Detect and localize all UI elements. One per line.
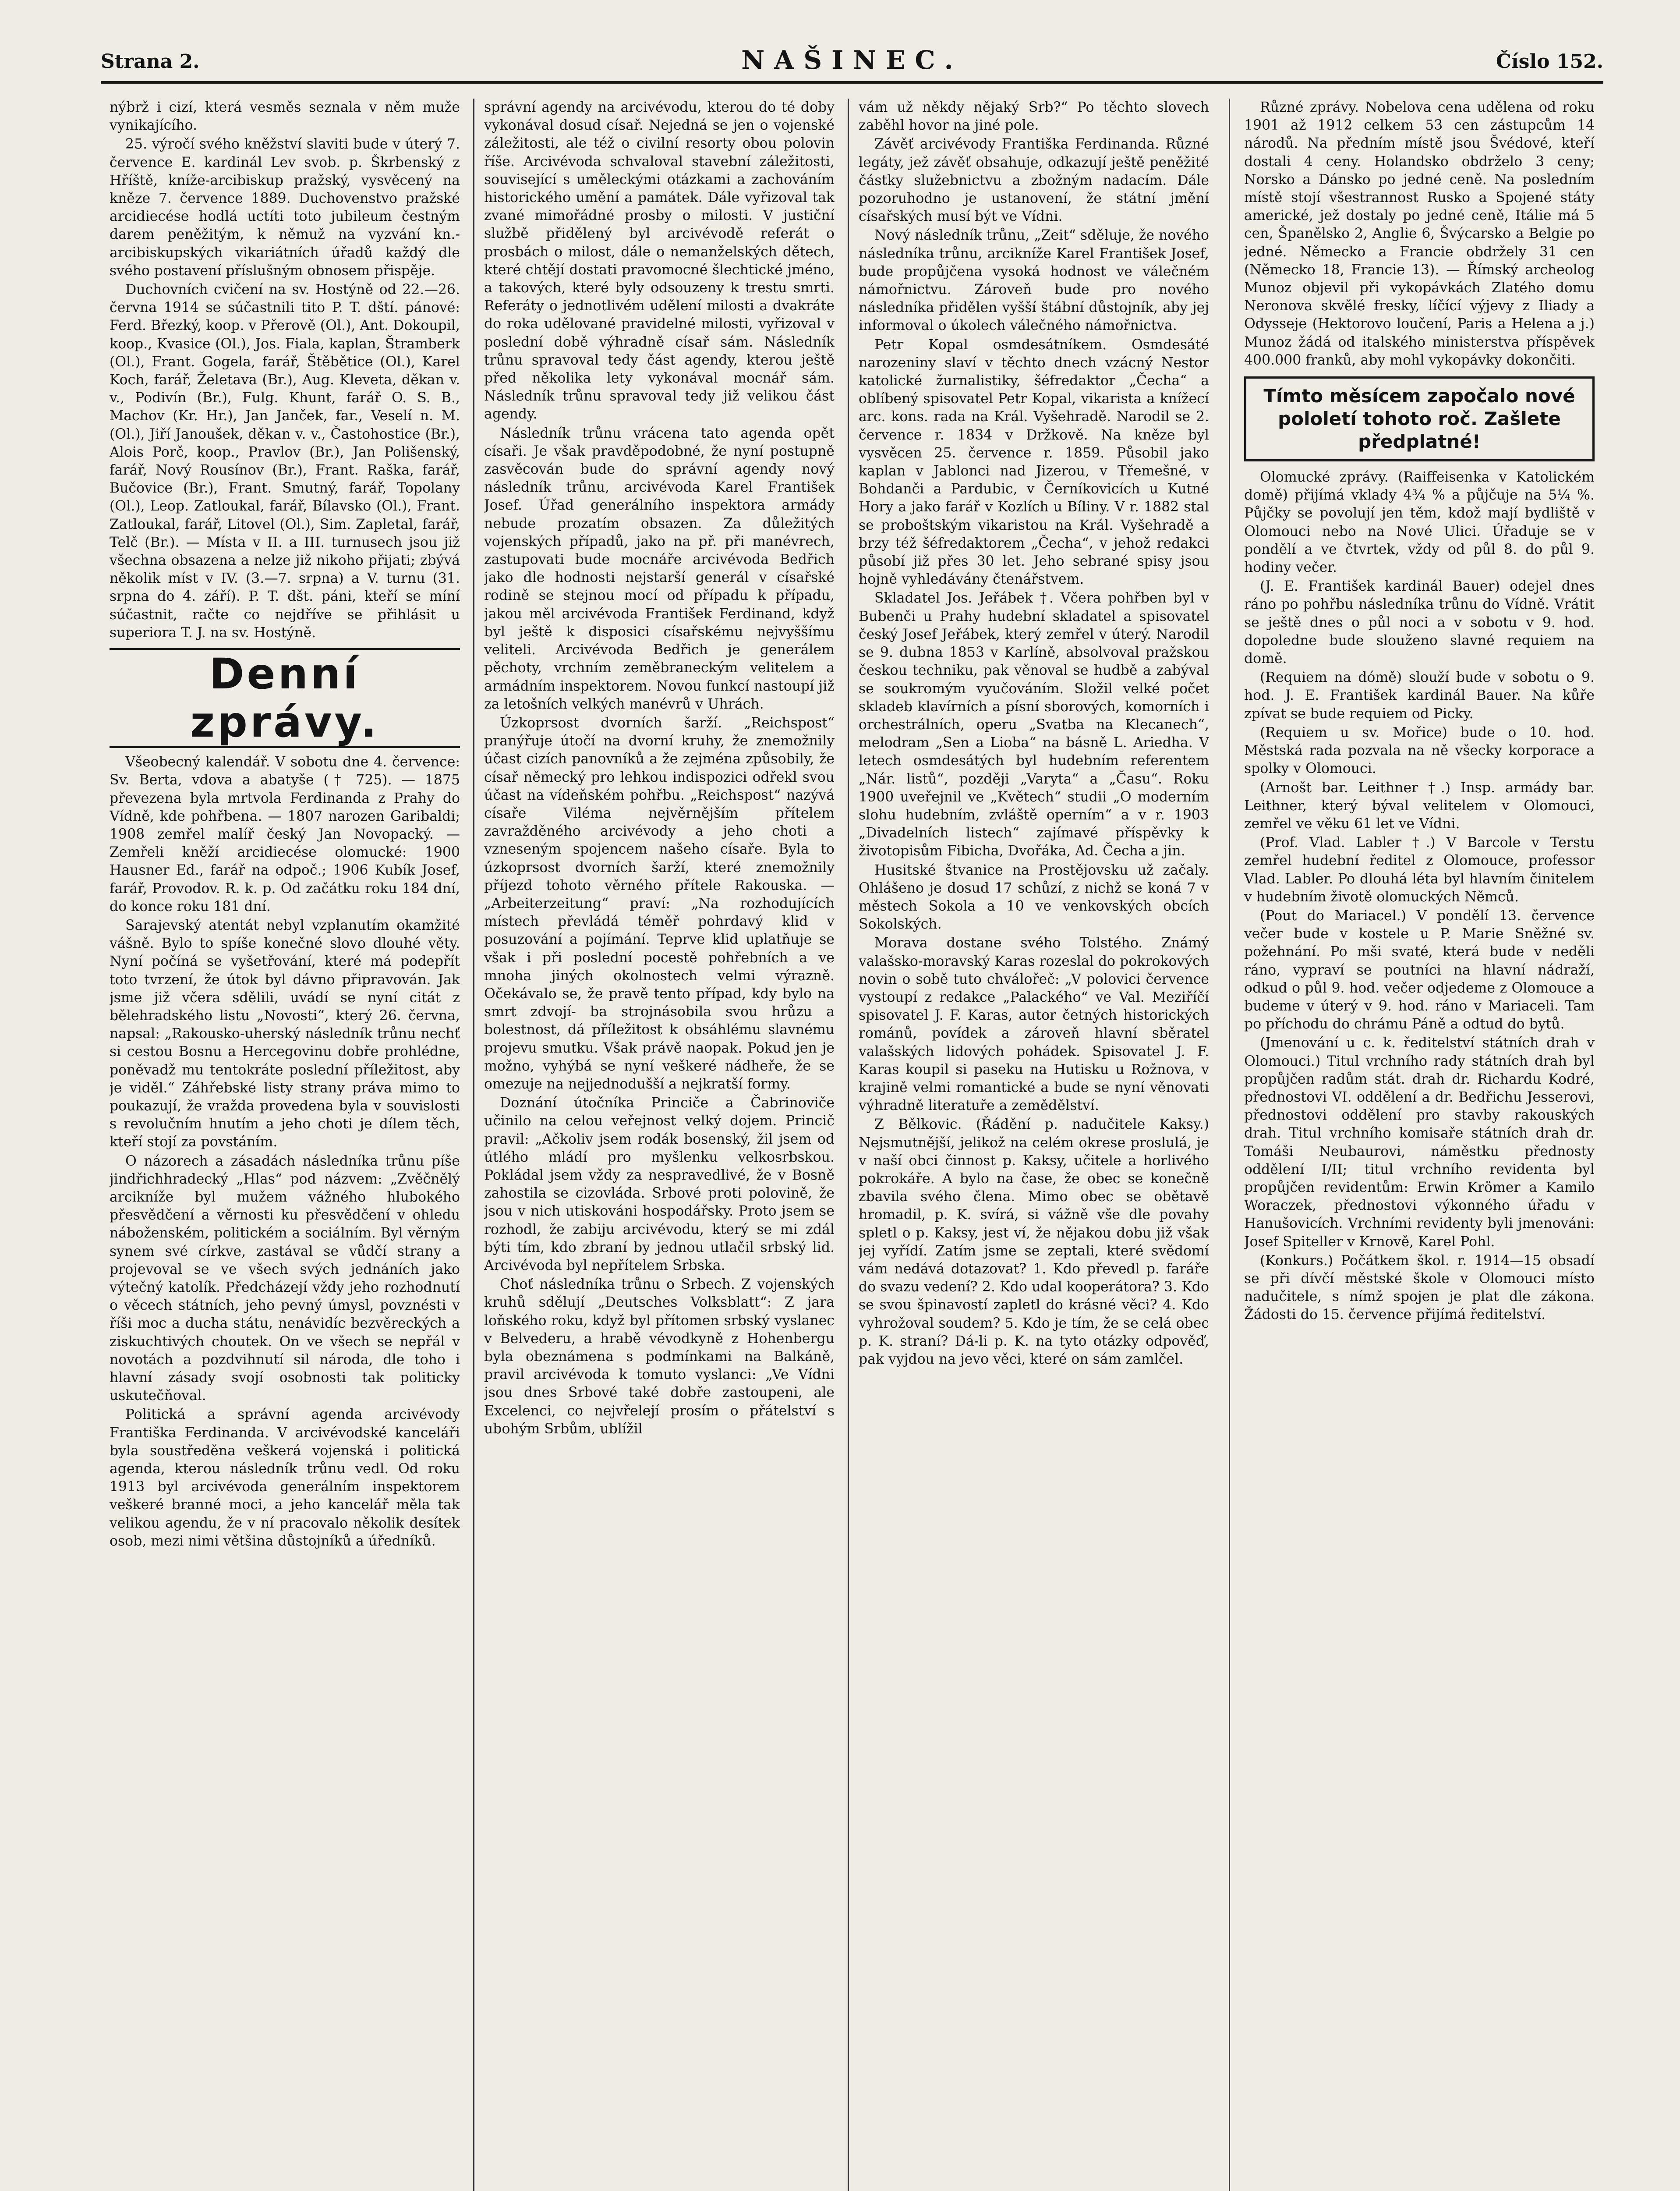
column-divider [848,99,849,2191]
article-court-officials: Úzkoprsost dvorních šarží. „Reichspost“ pranýřuje útočí na dvorní kruhy, že znemožnily účast cizích panovníků a že zejména způsobily, že císař německý pro lehkou indispozici odřekl svou účast na vídeňském pohřbu. „Reichspost“ nazývá císaře Viléma nejvěrnějším přítelem zavražděného arcivévody a jeho choti a vzneseným spojencem našeho císaře. Byla to úzkoprsost dvorních šarží, které znemožnily příjezd tohoto věrného přítele Rakouska. — „Arbeiterzeitung“ praví: „Na rozhodujících místech převládá téměř pohrdavý klid v posuzování a pojímání. Teprve klid uplatňuje se však i při poslední pocestě pohřebních a ve mnoha jiných okolnostech velmi výrazně. Očekávalo se, že pravě tento případ, kdy bylo na smrt zdvojí- ba strojnásobila svou hrůzu a bolestnost, dá příležitost k obsáhlému slavnému projevu smutku. Však právě naopak. Pokud jen je možno, vyhýbá se nyní veškeré nádheře, že se omezuje na nejjednodušší a nejkratší formy. [484,715,835,1092]
article-sarajevo: Sarajevský atentát nebyl vzplanutím okamžité vášně. Bylo to spíše konečné slovo dlouhé věty. Nyní počíná se vyšetřování, které má podepřít toto tvrzení, že útok byl dávno připravován. Jak jsme již včera sdělili, uvádí se nyní citát z bělehradského listu „Novosti“, který 26. června, napsal: „Rakousko-uherský následník trůnu nechť si cestou Bosnu a Hercegovinu dobře prohlédne, poněvadž mu tentokráte poslední příležitost, aby je viděl.“ Záhřebské listy strany práva mimo to poukazují, že vražda provedena byla v souvislosti s revolučním hnutím a jeho choti je dílem těch, kteří stojí za povstáním. [110,917,460,1150]
article-text: nýbrž i cizí, která vesměs seznala v něm muže vynikajícího. [110,99,460,134]
issue-number: Číslo 152. [1496,50,1603,73]
page-number: Strana 2. [101,50,200,73]
article-successor-views: O názorech a zásadách následníka trůnu píše jindřichhradecký „Hlas“ pod názvem: „Zvěčnělý arcikníže byl mužem vážného hlubokého přesvědčení a věrnosti ku přesvědčení v ohledu náboženském, politickém a sociálním. Byl věrným synem své církve, zastával se vůdčí strany a projevoval se ve všech svých jednáních jako výtečný katolík. Předcházejí vždy jeho rozhodnutí o věcech státních, jeho pevný úmysl, povznésti v říši moc a ducha státu, nenávidíc bezvěreckých a ziskuchtivých choutek. On ve všech se nepřál v novotách a pozdvihnutí sil národa, dle toho i hlavní zásady svojí osobnosti tak politicky uskutečňoval. [110,1153,460,1404]
article-jubilee: 25. výročí svého kněžství slaviti bude v úterý 7. července E. kardinál Lev svob. p. Škrbenský z Hříště, kníže-arcibiskup pražský, vysvěcený na kněze 7. července 1889. Duchovenstvo pražské arcidiecése hodlá uctíti toto jubileum čestným darem peněžitým, k němuž na vyzvání kn.-arcibiskupských vikariátních úřadů každý dle svého postavení příslušným obnosem přispěje. [110,136,460,279]
article-confession: Doznání útočníka Princiče a Čabrinoviče učinilo na celou veřejnost velký dojem. Princič pravil: „Ačkoliv jsem rodák bosenský, žil jsem od útlého mládí pro myšlenku velkosrbskou. Pokládal jsem vždy za nespravedlivé, že v Bosně zahostila se cizovláda. Srbové proti polovině, že jsou v nich utiskováni hospodářsky. Proto jsem se rozhodl, že zabiju arcivévodu, který se mi zdál býti tím, kdo zbraní by jednou utlačil srbský lid. Arcivévoda byl nepřítelem Srbska. [484,1095,835,1273]
article-text: Následník trůnu vrácena tato agenda opět císaři. Je však pravděpodobné, že nyní postupně zasvěcován bude do správní agendy nový následník trůnu, arcivévoda Karel František Josef. Úřad generálního inspektora armády nebude prozatím obsazen. Za důležitých vojenských případů, jako na př. při manévrech, zastupovati bude mocnáře arcivévoda Bedřich jako dle hodnosti nejstarší generál v císařské rodině se stejnou mocí od případu k případu, jakou měl arcivévoda František Ferdinand, když byl ještě k disposici císařskému nejvyššímu veliteli. Arcivévoda Bedřich je generálem pěchoty, vrchním zeměbraneckým velitelem a armádním inspektorem. Novou funkcí nastoupí již za letošních velkých manévrů v Uhrách. [484,425,835,712]
article-belkovice: Z Bělkovic. (Řádění p. nadučitele Kaksy.) Nejsmutnější, jelikož na celém okrese proslulá, je v naší obci činnost p. Kaksy, učitele a horlivého pokrokáře. A bylo na čase, že obec se konečně zbavila svého člena. Mimo obec se obětavě hromadil, p. K. svírá, si vážně vše dle povahy spletl o p. Kaksy, jest ví, že nějakou dobu již však jej vyřídí. Zatím jsme se zeptali, které svědomí vám nedává dotazovat? 1. Kdo převedl p. faráře do svazu vedení? 2. Kdo udal kooperátora? 3. Kdo se svou špinavostí zapletl do krásné věci? 4. Kdo vyhrožoval soudem? 5. Kdo je tím, že se celá obec p. K. straní? Dá-li p. K. na tyto otázky odpověď, pak vyjdou na jevo věci, které on sám zamlčel. [859,1117,1209,1368]
article-testament: Závěť arcivévody Františka Ferdinanda. Různé legáty, jež závěť obsahuje, odkazují ještě peněžité částky služebnictvu a zbožným nadacím. Dále pozoruhodno je ustanovení, že státní jmění císařských musí být ve Vídni. [859,136,1209,225]
section-title-daily-news: Denní zprávy. [110,648,460,748]
article-appointments: (Jmenování u c. k. ředitelství státních drah v Olomouci.) Titul vrchního rady státních drah byl propůjčen radům stát. drah dr. Richardu Kodré, přednostovi VI. oddělení a dr. Bedřichu Jesserovi, přednostovi oddělení pro stavby rakouských drah. Titul vrchního komisaře státních drah dr. Tomáši Neubaurovi, náměstku přednosty oddělení I/II; titul vrchního revidenta byl propůjčen revidentům: Erwin Krömer a Kamilo Woraczek, přednostovi výkonného úřadu v Hanušovicích. Vrchními revidenty byli jmenováni: Josef Spiteller v Krnově, Karel Pohl. [1244,1035,1595,1250]
article-konkurs: (Konkurs.) Počátkem škol. r. 1914—15 obsadí se při dívčí městské škole v Olomouci místo nadučitele, s nímž spojen je plat dle zákona. Žádosti do 15. července přijímá ředitelství. [1244,1252,1595,1323]
article-calendar: Všeobecný kalendář. V sobotu dne 4. července: Sv. Berta, vdova a abatyše († 725). — 1875 převezena byla mrtvola Ferdinanda z Prahy do Vídně, kde pohřbena. — 1807 narozen Garibaldi; 1908 zemřel malíř český Jan Novopacký. — Zemřeli kněží arcidiecése olomucké: 1900 Hausner Ed., farář na odpoč.; 1906 Kubík Josef, farář, Provodov. R. k. p. Od začátku roku 184 dní, do konce roku 181 dní. [110,754,460,915]
column-divider [1229,99,1230,2191]
article-leithner: (Arnošt bar. Leithner †.) Insp. armády bar. Leithner, který býval velitelem v Olomouci, zemřel ve věku 61 let ve Vídni. [1244,780,1595,832]
article-spiritual-exercises: Duchovních cvičení na sv. Hostýně od 22.—26. června 1914 se súčastnili tito P. T. dští. pánové: Ferd. Březký, koop. v Přerově (Ol.), Ant. Dokoupil, koop., Kvasice (Ol.), Jos. Fiala, kaplan, Štramberk (Ol.), Frant. Gogela, farář, Štěbětice (Ol.), Karel Koch, farář, Želetava (Br.), Aug. Kleveta, děkan v. v., Podivín (Br.), Fulg. Khunt, farář O. S. B., Machov (Kr. Hr.), Jan Janček, far., Veselí n. M. (Ol.), Jiří Janoušek, děkan v. v., Častohostice (Br.), Alois Porč, koop., Pravlov (Br.), Jan Polišenský, farář, Nový Rousínov (Br.), Frant. Raška, farář, Bučovice (Br.), Frant. Smutný, farář, Topolany (Ol.), Leop. Zatloukal, farář, Bílavsko (Ol.), Frant. Zatloukal, farář, Litovel (Ol.), Sim. Zapletal, farář, Telč (Br.). — Místa v II. a III. turnusech jsou již všechna obsazena a nelze již nikoho přijati; zbývá několik míst v IV. (3.—7. srpna) a V. turnu (31. srpna do 4. září). P. T. dšt. páni, kteří se míní súčastnit, račte co nejdříve se přihlásit u superiora T. J. na sv. Hostýně. [110,282,460,641]
column-3 [859,99,1209,2191]
article-hussite: Husitské štvanice na Prostějovsku už začaly. Ohlášeno je dosud 17 schůzí, z nichž se koná 7 v městech Sokola a 10 ve venkovských obcích Sokolských. [859,862,1209,932]
subscription-notice: Tímto měsícem započalo nové pololetí tohoto roč. Zašlete předplatné! [1244,376,1595,461]
article-olomouc-news: Olomucké zprávy. (Raiffeisenka v Katolickém domě) přijímá vklady 4¾ % a půjčuje na 5¼ %. Půjčky se povolují jen těm, kdož mají bydliště v Olomouci nebo na Nové Ulici. Úřaduje se v pondělí a ve čtvrtek, vždy od půl 8. do půl 9. hodiny večer. [1244,469,1595,576]
article-pilgrimage: (Pout do Mariacel.) V pondělí 13. července večer bude v kostele u P. Marie Sněžné sv. požehnání. Po mši svaté, která bude v neděli ráno, vypraví se poutníci na hlavní nádraží, odkud o půl 9. hod. večer odjedeme z Olomouce a budeme v úterý v 9. hod. ráno v Mariaceli. Tam po příchodu do chrámu Páně a odtud do bytů. [1244,908,1595,1032]
article-text: správní agendy na arcivévodu, kterou do té doby vykonával dosud císař. Nejedná se jen o vojenské záležitosti, ale též o civilní resorty obou polovin říše. Arcivévoda schvaloval stavební záležitosti, související s uměleckými otázkami a zachováním historického umění a památek. Dále vyřizoval tak zvané mimořádné prosby o milosti. V justiční službě přidělený byl arcivévodě referát o prosbách o milost, dále o nemanželských dětech, které chtějí dostati pravomocné šlechtické jméno, a takových, které byly odsouzeny k trestu smrti. Referáty o jednotlivém udělení milosti a dvakráte do roka udělované pravidelné milosti, vyřizoval v poslední době výhradně císař sám. Následník trůnu spravoval tedy část agendy, kterou ještě před několika lety vykonával mocnář sám. Následník trůnu spravoval tedy již velikou část agendy. [484,99,835,422]
article-text: vám už někdy nějaký Srb?“ Po těchto slovech zaběhl hovor na jiné pole. [859,99,1209,134]
article-various-news: Různé zprávy. Nobelova cena udělena od roku 1901 až 1912 celkem 53 cen zástupcům 14 národů. Na předním místě jsou Švédové, kteří dostali 4 ceny. Holandsko obdrželo 3 ceny; Norsko a Dánsko po jedné ceně. Na posledním místě stojí všestrannost Rusko a Spojené státy americké, jež dostaly po jedné ceně, Itálie má 5 cen, Španělsko 2, Anglie 6, Švýcarsko a Belgie po jedné. Německo a Francie obdržely 31 cen (Německo 18, Francie 13). — Římský archeolog Munoz objevil při vykopávkách Zlatého domu Neronova skvělé fresky, líčící výjevy z Iliady a Odysseje (Hektorovo loučení, Paris a Helena a j.) Munoz žádá od italského ministerstva příspěvek 400.000 franků, aby mohl vykopávky dokončiti. [1244,99,1595,368]
article-labler: (Prof. Vlad. Labler †.) V Barcole v Terstu zemřel hudební ředitel z Olomouce, professor Vlad. Labler. Po dlouhá léta byl hlavním činitelem v hudebním životě olomuckých Němců. [1244,835,1595,905]
column-divider [473,99,474,2191]
article-consort-serbs: Choť následníka trůnu o Srbech. Z vojenských kruhů sdělují „Deutsches Volksblatt“: Z jara loňského roku, když byl přítomen srbský vyslanec v Belvederu, a hrabě vévodkyně z Hohenbergu byla obeznámena s podmínkami na Balkáně, pravil arcivévoda k tomuto vyslanci: „Ve Vídni jsou dnes Srbové také dobře zastoupeni, ale Excelenci, co nejvřelejí prosím o přátelství s ubohým Srbům, ublížil [484,1276,835,1437]
article-jerabek: Skladatel Jos. Jeřábek †. Včera pohřben byl v Bubenči u Prahy hudební skladatel a spisovatel český Josef Jeřábek, který zemřel v úterý. Narodil se 9. dubna 1853 v Karlíně, absolvoval pražskou českou techniku, pak věnoval se hudbě a zabýval se soukromým vyučováním. Složil velké počet skladeb klavírních a písní sborových, komorních i orchestrálních, operu „Svatba na Klecanech“, melodram „Sen a Lioba“ na básně L. Ariedha. V letech osmdesátých byl hudebním referentem „Nár. listů“, později „Varyta“ a „Času“. Roku 1900 uveřejnil ve „Květech“ studii „O moderním slohu hudebním, zvláště operním“ a v r. 1903 „Divadelních listech“ zajímavé příspěvky k životopisům Fibicha, Dvořáka, Ad. Čecha a jin. [859,590,1209,859]
article-new-successor: Nový následník trůnu, „Zeit“ sděluje, že nového následníka trůnu, arcikníže Karel František Josef, bude propůjčena vysoká hodnost ve válečném námořnictvu. Zároveň bude pro nového následníka přidělen vyšší štábní důstojník, aby jej informoval o úkolech válečného námořnictva. [859,227,1209,334]
article-cardinal: (J. E. František kardinál Bauer) odejel dnes ráno po pohřbu následníka trůnu do Vídně. Vrátit se ještě dnes o půl noci a v sobotu v 9. hod. dopoledne bude slouženo slavné requiem na domě. [1244,578,1595,667]
article-kopal: Petr Kopal osmdesátníkem. Osmdesáté narozeniny slaví v těchto dnech vzácný Nestor katolické žurnalistiky, šéfredaktor „Čecha“ a oblíbený spisovatel Petr Kopal, vikarista a knížecí arc. kons. rada na Král. Vyšehradě. Narodil se 2. července r. 1834 v Držkově. Na kněze byl vysvěcen 25. července r. 1859. Působil jako kaplan v Jablonci nad Jizerou, v Třemešné, v Bohdanči a Pardubic, v Černíkovicích u Kutné Hory a jako farář v Kozlích u Bíliny. V r. 1882 stal se proboštským vikaristou na Král. Vyšehradě a brzy též šéfredaktorem „Čecha“, v jehož redakci působí již přes 30 let. Jeho sebrané spisy jsou hojně vyhledávány čtenářstvem. [859,337,1209,588]
column-4 [1244,99,1595,2191]
article-tolstoy: Morava dostane svého Tolstého. Známý valašsko-moravský Karas rozeslal do pokrokových novin o sobě tuto chválořeč: „V polovici července vystoupí z redakce „Palackého“ ve Val. Meziříčí spisovatel J. F. Karas, autor četných historických románů, povídek a zároveň hlavní sběratel valašských lidových pohádek. Spisovatel J. F. Karas koupil si paseku na Hutisku u Rožnova, v krajině velmi romantické a bude se nyní věnovati výhradně literatuře a zemědělství. [859,935,1209,1114]
article-political-agenda: Politická a správní agenda arcivévody Františka Ferdinanda. V arcivévodské kanceláři byla soustředěna veškerá vojenská i politická agenda, kterou následník trůnu vedl. Od roku 1913 byl arcivévoda generálním inspektorem veškeré branné moci, a jeho kancelář měla tak velikou agendu, že v ní pracovalo několik desítek osob, mezi nimi většina důstojníků a úředníků. [110,1407,460,1549]
page-header [101,42,1603,84]
article-requiem-dome: (Requiem na dómě) slouží bude v sobotu o 9. hod. J. E. František kardinál Bauer. Na kůře zpívat se bude requiem od Picky. [1244,670,1595,722]
article-requiem-moric: (Requiem u sv. Mořice) bude o 10. hod. Městská rada pozvala na ně všecky korporace a spolky v Olomouci. [1244,724,1595,777]
masthead-title: NAŠINEC. [741,45,963,75]
column-1 [110,99,460,2191]
column-2 [484,99,835,2191]
